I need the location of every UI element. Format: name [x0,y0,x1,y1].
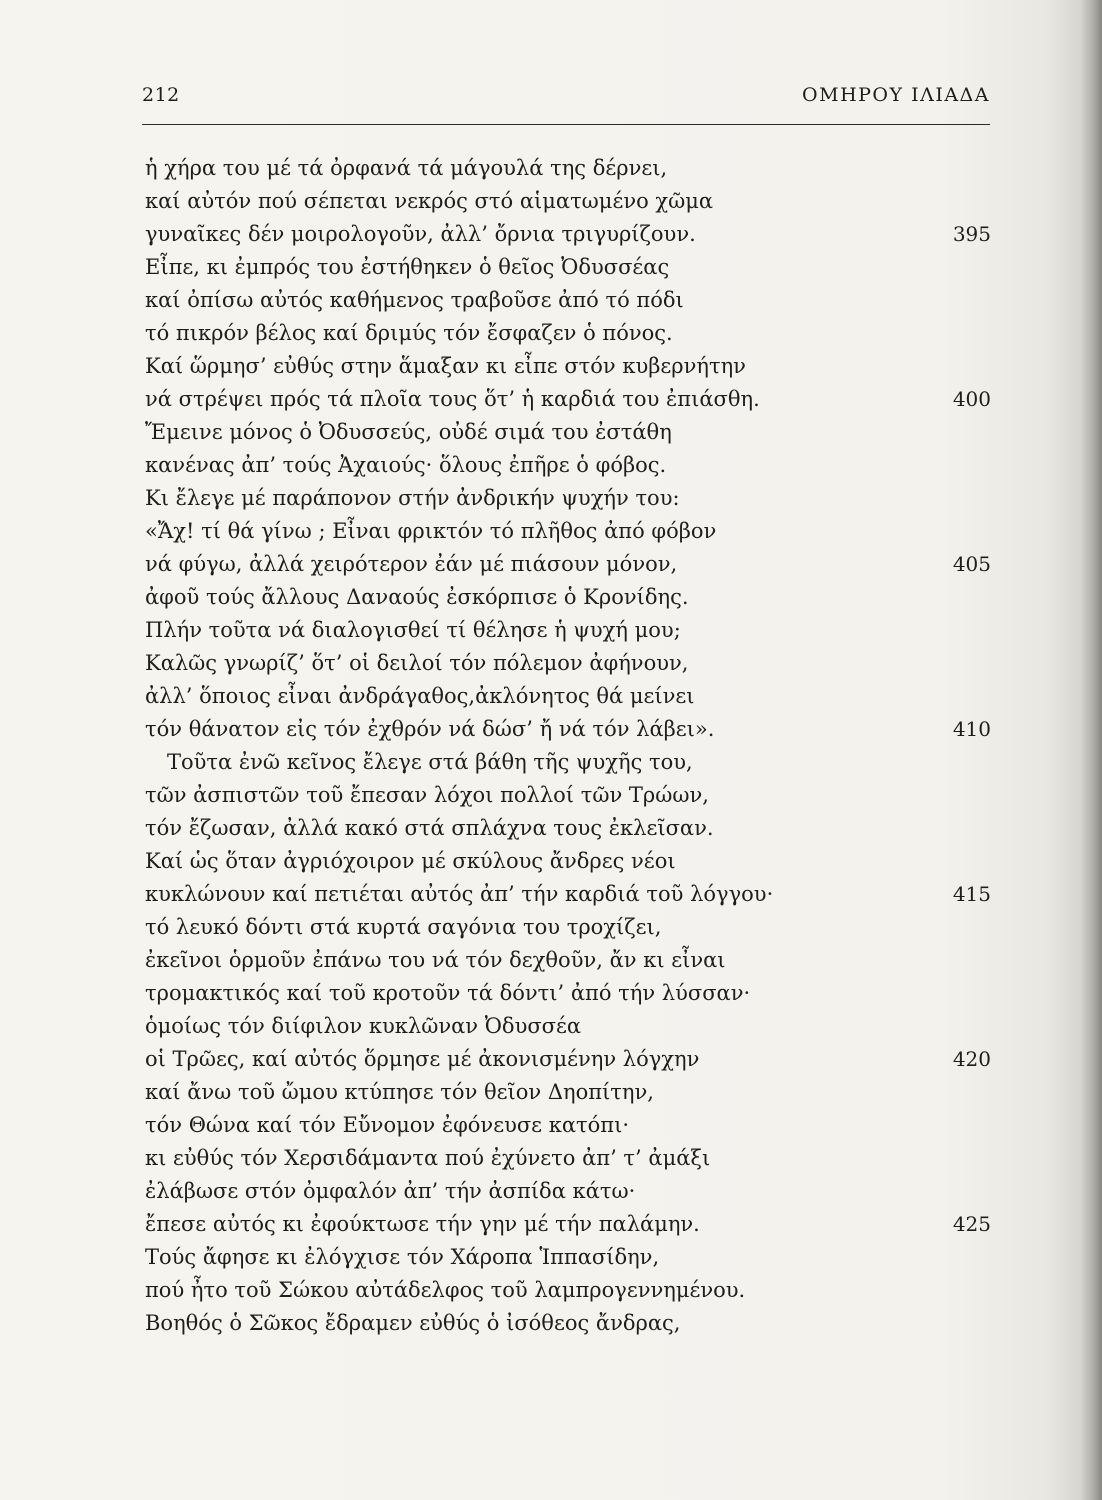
verse-line [145,680,995,713]
verse-text: καί ὀπίσω αὐτός καθήμενος τραβοῦσε ἀπό τό πόδι [145,288,684,312]
verse-text: ἡ χήρα του μέ τά ὀρφανά τά μάγουλά της δέρνει, [145,156,668,180]
verse-line [145,581,995,614]
verse-line [145,284,995,317]
verse-line [145,713,995,746]
verse-line [145,878,995,911]
verse-line [145,647,995,680]
verse-line [145,1241,995,1274]
verse-line [145,251,995,284]
verse-line [145,1043,995,1076]
verse-text: Εἶπε, κι ἐμπρός του ἐστήθηκεν ὁ θεῖος Ὀδυσσέας [145,255,670,279]
verse-line [145,1175,995,1208]
verse-line [145,1076,995,1109]
verse-text: Καλῶς γνωρίζ’ ὅτ’ οἱ δειλοί τόν πόλεμον ἀφήνουν, [145,651,689,675]
verse-text: ἐλάβωσε στόν ὀμφαλόν ἀπ’ τήν ἀσπίδα κάτω· [145,1179,636,1203]
line-number: 415 [952,882,991,906]
verse-text: ἐκεῖνοι ὁρμοῦν ἐπάνω του νά τόν δεχθοῦν, ἄν κι εἶναι [145,948,726,972]
verse-line [145,812,995,845]
verse-line [145,746,995,779]
verse-line [145,845,995,878]
verse-block [145,152,995,1340]
verse-line [145,1274,995,1307]
verse-text: Τοῦτα ἐνῶ κεῖνος ἔλεγε στά βάθη τῆς ψυχῆς του, [167,750,693,774]
verse-text: κυκλώνουν καί πετιέται αὐτός ἀπ’ τήν καρδιά τοῦ λόγγου· [145,882,774,906]
verse-text: νά φύγω, ἀλλά χειρότερον ἐάν μέ πιάσουν μόνον, [145,552,678,576]
verse-line [145,1010,995,1043]
verse-line [145,911,995,944]
verse-line [145,1208,995,1241]
verse-line [145,1307,995,1340]
verse-text: νά στρέψει πρός τά πλοῖα τους ὅτ’ ἡ καρδιά του ἐπιάσθη. [145,387,760,411]
line-number: 400 [952,387,991,411]
verse-line [145,779,995,812]
verse-text: ἔπεσε αὐτός κι ἐφούκτωσε τήν γην μέ τήν παλάμην. [145,1212,700,1236]
verse-text: Πλήν τοῦτα νά διαλογισθεί τί θέλησε ἡ ψυχή μου; [145,618,681,642]
verse-line [145,383,995,416]
verse-line [145,614,995,647]
verse-line [145,515,995,548]
verse-line [145,218,995,251]
verse-line [145,977,995,1010]
verse-text: τόν Θώνα καί τόν Εὔνομον ἐφόνευσε κατόπι· [145,1113,630,1137]
verse-line [145,152,995,185]
line-number: 405 [952,552,991,576]
verse-text: Καί ὥρμησ’ εὐθύς στην ἅμαξαν κι εἶπε στόν κυβερνήτην [145,354,746,378]
line-number: 420 [952,1047,991,1071]
verse-text: τόν θάνατον εἰς τόν ἐχθρόν νά δώσ’ ἤ νά τόν λάβει». [145,717,715,741]
verse-text: ὁμοίως τόν διίφιλον κυκλῶναν Ὀδυσσέα [145,1014,582,1038]
verse-text: ἀλλ’ ὅποιος εἶναι ἀνδράγαθος,ἀκλόνητος θά μείνει [145,684,695,708]
verse-text: καί ἄνω τοῦ ὤμου κτύπησε τόν θεῖον Δηοπίτην, [145,1080,654,1104]
header-rule [142,124,990,125]
verse-line [145,944,995,977]
verse-text: ἀφοῦ τούς ἄλλους Δαναούς ἐσκόρπισε ὁ Κρονίδης. [145,585,689,609]
verse-text: Καί ὡς ὅταν ἀγριόχοιρον μέ σκύλους ἄνδρες νέοι [145,849,676,873]
spine-shadow [1080,0,1102,1500]
verse-line [145,482,995,515]
verse-text: τόν ἔζωσαν, ἀλλά κακό στά σπλάχνα τους ἐκλεῖσαν. [145,816,714,840]
verse-text: πού ἦτο τοῦ Σώκου αὐτάδελφος τοῦ λαμπρογεννημένου. [145,1278,746,1302]
verse-line [145,416,995,449]
page-number: 212 [142,84,180,106]
verse-text: Βοηθός ὁ Σῶκος ἔδραμεν εὐθύς ὁ ἰσόθεος ἄνδρας, [145,1311,681,1335]
running-title: ΟΜΗΡΟΥ ΙΛΙΑΔΑ [802,84,990,106]
verse-text: «Ἄχ! τί θά γίνω ; Εἶναι φρικτόν τό πλῆθος ἀπό φόβον [145,519,717,543]
verse-text: οἱ Τρῶες, καί αὐτός ὅρμησε μέ ἀκονισμένην λόγχην [145,1047,700,1071]
verse-text: Τούς ἄφησε κι ἐλόγχισε τόν Χάροπα Ἱππασίδην, [145,1245,660,1269]
verse-text: γυναῖκες δέν μοιρολογοῦν, ἀλλ’ ὄρνια τριγυρίζουν. [145,222,696,246]
line-number: 410 [952,717,991,741]
verse-text: Κι ἔλεγε μέ παράπονον στήν ἀνδρικήν ψυχήν του: [145,486,680,510]
verse-line [145,317,995,350]
line-number: 425 [952,1212,991,1236]
verse-line [145,548,995,581]
verse-text: Ἔμεινε μόνος ὁ Ὀδυσσεύς, οὐδέ σιμά του ἐστάθη [145,420,672,444]
verse-text: τό λευκό δόντι στά κυρτά σαγόνια του τροχίζει, [145,915,662,939]
verse-text: τό πικρόν βέλος καί δριμύς τόν ἔσφαζεν ὁ πόνος. [145,321,673,345]
verse-text: κανένας ἀπ’ τούς Ἀχαιούς· ὅλους ἐπῆρε ὁ φόβος. [145,453,667,477]
verse-line [145,350,995,383]
verse-text: τῶν ἀσπιστῶν τοῦ ἔπεσαν λόχοι πολλοί τῶν Τρώων, [145,783,709,807]
verse-line [145,185,995,218]
verse-line [145,1109,995,1142]
verse-text: κι εὐθύς τόν Χερσιδάμαντα πού ἐχύνετο ἀπ’ τ’ ἀμάξι [145,1146,711,1170]
page-header [142,84,990,120]
verse-line [145,1142,995,1175]
verse-text: τρομακτικός καί τοῦ κροτοῦν τά δόντι’ ἀπό τήν λύσσαν· [145,981,751,1005]
verse-text: καί αὐτόν πού σέπεται νεκρός στό αἱματωμένο χῶμα [145,189,714,213]
line-number: 395 [952,222,991,246]
verse-line [145,449,995,482]
